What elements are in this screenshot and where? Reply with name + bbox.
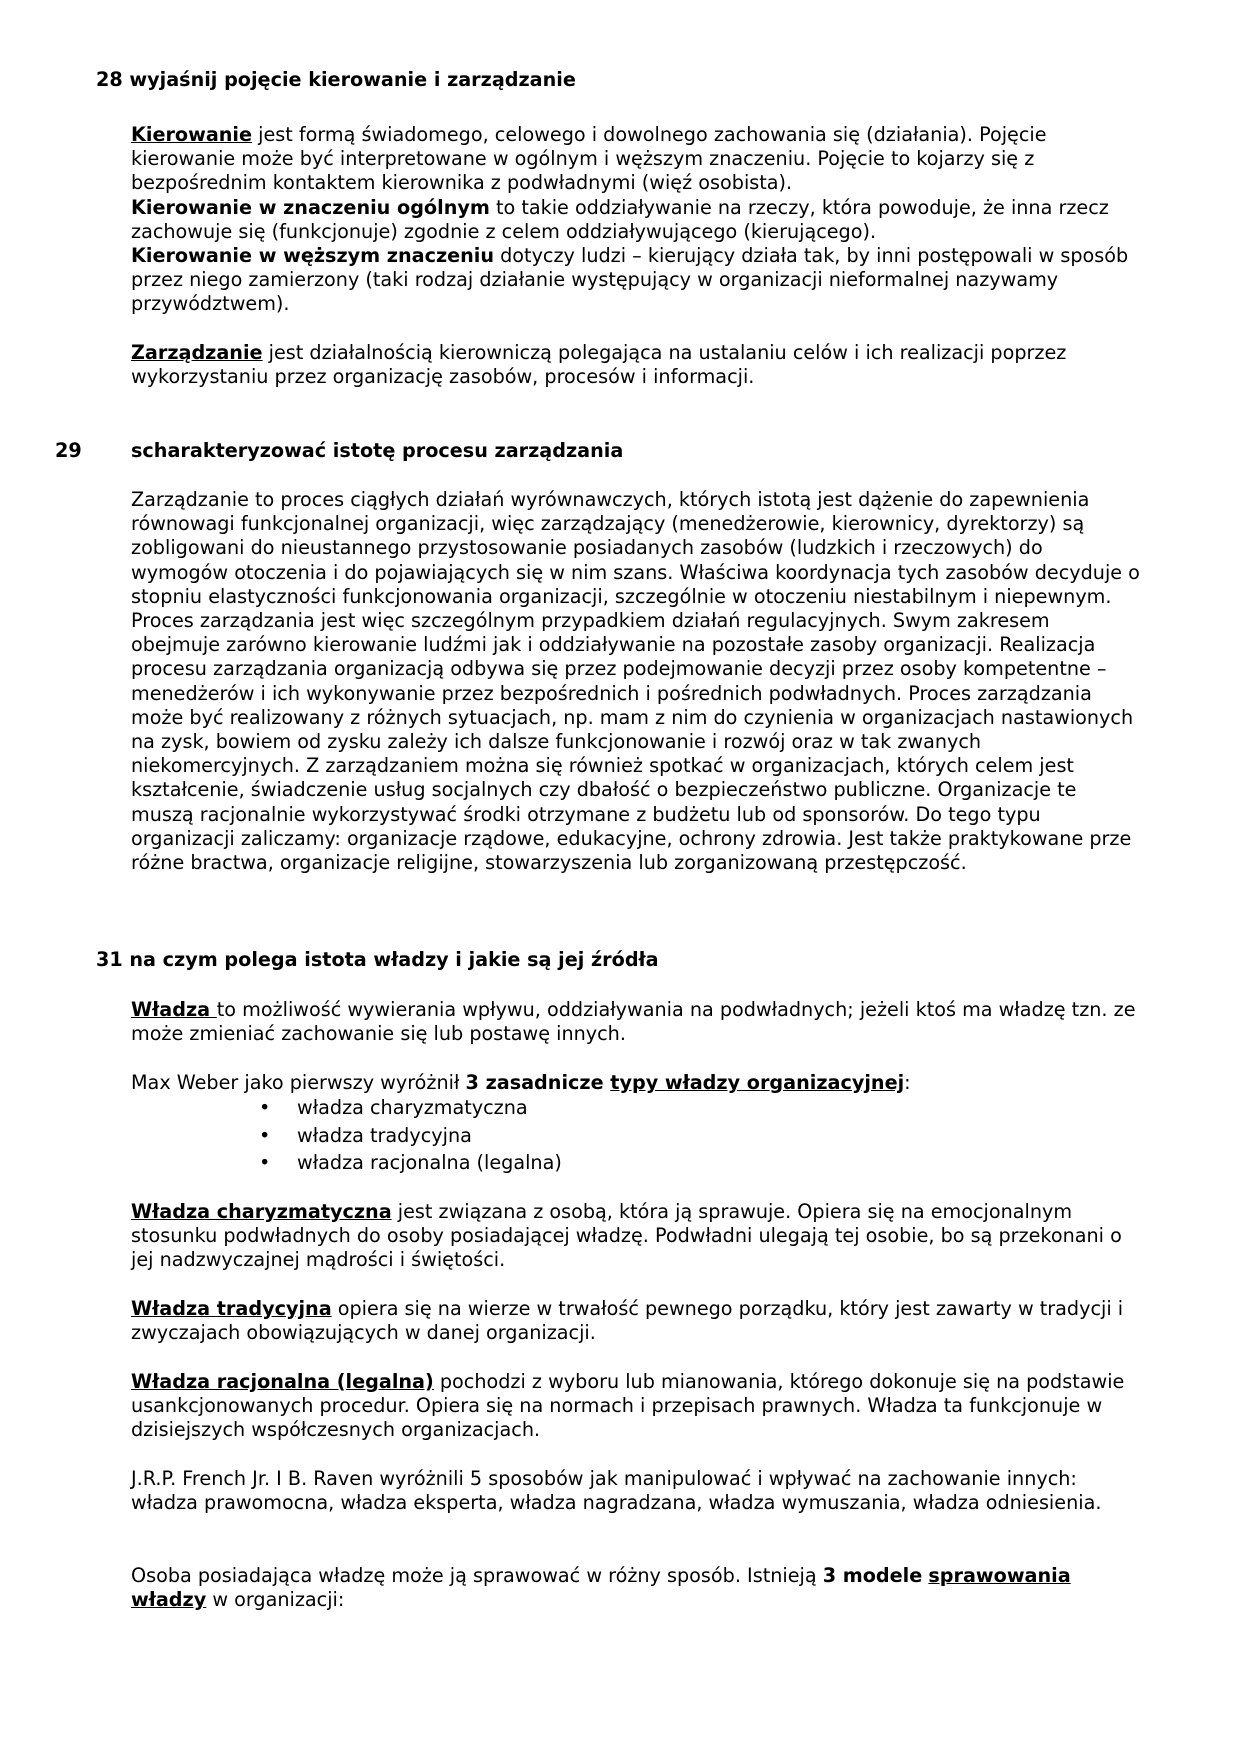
paragraph-text: opiera się na wierze w trwałość pewnego porządku, który jest zawarty w tradycji i zwyczajach obowiązujących w danej organizacji. — [131, 1297, 1124, 1345]
section-title: na czym polega istota władzy i jakie są jej źródła — [129, 948, 659, 971]
term-typy-wladzy: typy władzy organizacyjnej — [610, 1071, 905, 1094]
bullet-icon: • — [259, 1151, 271, 1174]
paragraph-text: jest działalnością kierowniczą polegająca na ustalaniu celów i ich realizacji poprzez wykorzystaniu przez organizację zasobów, procesów i informacji. — [131, 341, 1067, 389]
paragraph-text: w organizacji: — [206, 1588, 345, 1612]
term-kierowanie-ogolne: Kierowanie w znaczeniu ogólnym — [131, 195, 490, 219]
section-31-paragraph-5 — [131, 1370, 1143, 1443]
paragraph-text: Max Weber jako pierwszy wyróżnił — [131, 1071, 466, 1094]
section-28-paragraph-2 — [131, 341, 1143, 389]
paragraph-text: to takie oddziaływanie na rzeczy, która powoduje, że inna rzecz zachowuje się (funkcjonuje) zgodnie z celem oddziaływującego (kierującego). — [131, 195, 1109, 243]
section-31-paragraph-1 — [131, 998, 1143, 1046]
list-item-text: władza charyzmatyczna — [297, 1096, 528, 1119]
term-kierowanie-wezsze: Kierowanie w węższym znaczeniu — [131, 244, 495, 268]
list-item-text: władza racjonalna (legalna) — [297, 1151, 562, 1174]
paragraph-text: jest związana z osobą, która ją sprawuje. Opiera się na emocjonalnym stosunku podwładnych do osoby posiadającej władzę. Podwładni ulegają tej osobie, bo są przekonani o jej nadzwyczajnej mądrości i świętości. — [131, 1200, 1122, 1272]
paragraph-text: jest formą świadomego, celowego i dowolnego zachowania się (działania). Pojęcie kierowanie może być interpretowane w ogólnym i węższym znaczeniu. Pojęcie to kojarzy się z bezpośrednim kontaktem kierownika z podwładnymi (więź osobista). — [131, 123, 1047, 195]
section-title: scharakteryzować istotę procesu zarządzania — [131, 439, 624, 462]
section-28-heading — [96, 68, 576, 92]
list-item — [131, 1122, 562, 1150]
term-kierowanie: Kierowanie — [131, 123, 253, 146]
bullet-icon: • — [259, 1096, 271, 1119]
list-item-text: władza tradycyjna — [297, 1123, 472, 1147]
bullet-icon: • — [259, 1123, 271, 1147]
bold-text: 3 zasadnicze — [465, 1071, 611, 1094]
power-types-list — [131, 1094, 562, 1177]
term-wladza-tradycyjna: Władza tradycyjna — [131, 1297, 332, 1320]
term-sprawowanie-wladzy: sprawowania władzy — [131, 1564, 1071, 1612]
paragraph-text: pochodzi z wyboru lub mianowania, którego dokonuje się na podstawie usankcjonowanych procedur. Opiera się na normach i przepisach prawnych. Władza ta funkcjonuje w dzisiejszych współczesnych organizacjach. — [131, 1370, 1125, 1442]
paragraph-text: : — [904, 1071, 911, 1094]
section-29-paragraph: Zarządzanie to proces ciągłych działań wyrównawczych, których istotą jest dążenie do zapewnienia równowagi funkcjonalnej organizacji, więc zarządzający (menedżerowie, kierownicy, dyrektorzy) są zobligowani do nieustannego przystosowanie posiadanych zasobów (ludzkich i rzeczowych) do wymogów otoczenia i do pojawiających się w nim szans. Właściwa koordynacja tych zasobów decyduje o stopniu elastyczności funkcjonowania organizacji, szczególnie w otoczeniu niestabilnym i niepewnym. Proces zarządzania jest więc szczególnym przypadkiem działań regulacyjnych. Swym zakresem obejmuje zarówno kierowanie ludźmi jak i oddziaływanie na pozostałe zasoby organizacji. Realizacja procesu zarządzania organizacją odbywa się przez podejmowanie decyzji przez osoby kompetentne – menedżerów i ich wykonywanie przez bezpośrednich i pośrednich podwładnych. Proces zarządzania może być realizowany z różnych sytuacjach, np. mam z nim do czynienia w organizacjach nastawionych na zysk, bowiem od zysku zależy ich dalsze funkcjonowanie i rozwój oraz w tak zwanych niekomercyjnych. Z zarządzaniem można się również spotkać w organizacjach, których celem jest kształcenie, świadczenie usług socjalnych czy dbałość o bezpieczeństwo publiczne. Organizacje te muszą racjonalnie wykorzystywać środki otrzymane z budżetu lub od sponsorów. Do tego typu organizacji zaliczamy: organizacje rządowe, edukacyjne, ochrony zdrowia. Jest także praktykowane prze różne bractwa, organizacje religijne, stowarzyszenia lub zorganizowaną przestępczość. — [131, 488, 1140, 875]
term-zarzadzanie: Zarządzanie — [131, 341, 263, 364]
section-title: wyjaśnij pojęcie kierowanie i zarządzanie — [129, 68, 576, 91]
section-31-paragraph-2 — [131, 1071, 1143, 1095]
section-31-paragraph-4 — [131, 1297, 1143, 1345]
paragraph-text: Osoba posiadająca władzę może ją sprawować w różny sposób. Istnieją — [131, 1564, 823, 1587]
section-28-paragraph-1 — [131, 123, 1143, 317]
bold-text: 3 modele — [822, 1564, 923, 1587]
paragraph-text: dotyczy ludzi – kierujący działa tak, by inni postępowali w sposób przez niego zamierzony (taki rodzaj działanie występujący w organizacji nieformalnej nazywamy przywództwem). — [131, 244, 1129, 316]
term-wladza-charyzmatyczna: Władza charyzmatyczna — [131, 1200, 392, 1223]
section-31-paragraph-7 — [131, 1564, 1143, 1612]
list-item — [131, 1094, 562, 1122]
section-31-heading — [96, 948, 659, 972]
section-number: 28 — [96, 68, 123, 91]
section-number: 31 — [96, 948, 123, 971]
list-item — [131, 1149, 562, 1177]
section-31-paragraph-6: J.R.P. French Jr. I B. Raven wyróżnili 5 sposobów jak manipulować i wpływać na zachowanie innych: władza prawomocna, władza eksperta, władza nagradzana, władza wymuszania, władza odniesienia. — [131, 1467, 1102, 1515]
term-wladza-racjonalna: Władza racjonalna (legalna) — [131, 1370, 434, 1393]
section-number: 29 — [55, 439, 82, 462]
section-29-heading — [55, 439, 623, 463]
term-wladza: Władza — [131, 998, 217, 1021]
section-31-paragraph-3 — [131, 1200, 1143, 1273]
paragraph-text: to możliwość wywierania wpływu, oddziaływania na podwładnych; jeżeli ktoś ma władzę tzn. ze może zmieniać zachowanie się lub postawę innych. — [131, 998, 1136, 1046]
